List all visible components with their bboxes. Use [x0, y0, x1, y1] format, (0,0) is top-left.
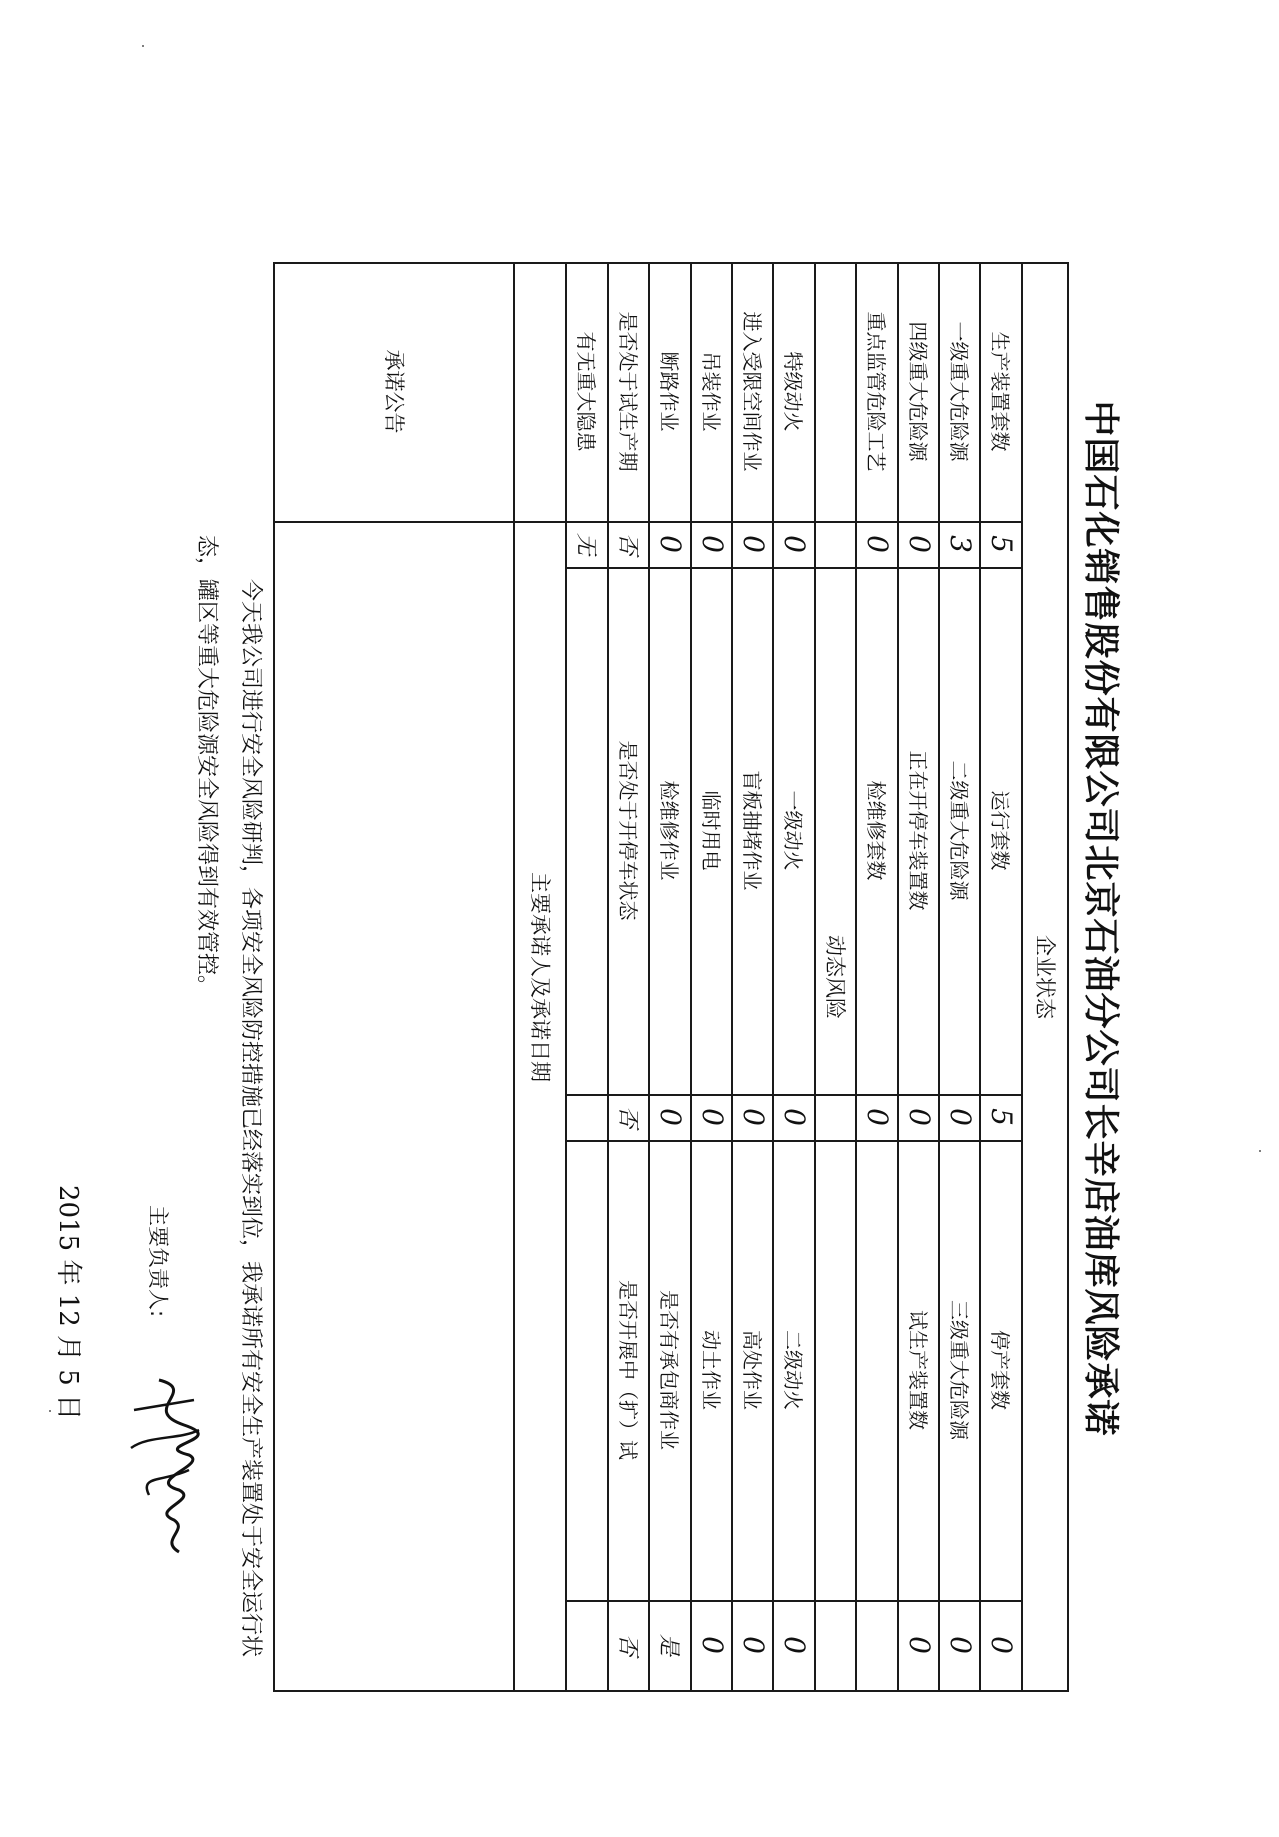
- label-level4-hazard: 四级重大危险源: [906, 321, 930, 462]
- empty-cell: [857, 1600, 899, 1690]
- value-level1-hotwork: 0: [778, 1108, 812, 1126]
- label-maintenance-units: 检维修套数: [864, 780, 889, 881]
- label-lifting: 吊装作业: [699, 351, 723, 432]
- value-level2-hotwork: 0: [778, 1636, 812, 1654]
- label-startstop-state: 是否处于开停车状态: [616, 740, 640, 921]
- value-level3-hazard: 0: [944, 1636, 977, 1654]
- label-major-hazard: 有无重大隐患: [574, 331, 599, 452]
- value-contractor-work: 是: [656, 1633, 682, 1656]
- value-lifting: 0: [696, 535, 729, 553]
- value-excavation: 0: [696, 1636, 729, 1654]
- dynamic-risk-header: 动态风险: [823, 935, 848, 1019]
- value-temp-power: 0: [696, 1108, 729, 1126]
- value-blind-plate: 0: [737, 1108, 770, 1126]
- empty-cell: [857, 1140, 899, 1600]
- empty-cell: [567, 1094, 609, 1140]
- value-production-units: 5: [985, 535, 1019, 553]
- label-maintenance-work: 检维修作业: [657, 780, 682, 881]
- label-stopped-units: 停产套数: [988, 1330, 1013, 1410]
- label-production-units: 生产装置套数: [988, 331, 1013, 452]
- value-level2-hazard: 0: [944, 1108, 977, 1126]
- signer-label: 主要负责人:: [146, 1205, 170, 1318]
- value-stopped-units: 0: [985, 1636, 1019, 1654]
- label-level2-hotwork: 二级动火: [781, 1330, 806, 1410]
- value-trial-units: 0: [903, 1636, 936, 1654]
- value-trial-period: 否: [615, 532, 640, 555]
- label-contractor-work: 是否有承包商作业: [657, 1290, 682, 1450]
- label-key-process: 重点监管危险工艺: [864, 311, 889, 472]
- document-title: 中国石化销售股份有限公司北京石油分公司长辛店油库风险承诺: [1080, 400, 1121, 1437]
- label-blind-plate: 盲板抽堵作业: [740, 770, 764, 891]
- commitment-announcement-label: 承诺公告: [382, 349, 406, 434]
- commitment-statement: 今天我公司进行安全风险研判，各项安全风险防控措施已经落实到位，我承诺所有安全生产装置处于安全运行状态，罐区等重大危险源安全风险得到有效管控。: [194, 535, 263, 1658]
- label-level1-hazard: 一级重大危险源: [947, 321, 971, 462]
- empty-cell: [567, 1600, 609, 1690]
- value-running-units: 5: [985, 1108, 1019, 1126]
- label-level2-hazard: 二级重大危险源: [947, 760, 971, 901]
- label-level1-hotwork: 一级动火: [781, 790, 806, 871]
- value-startstop-state: 否: [615, 1105, 640, 1128]
- label-temp-power: 临时用电: [699, 790, 723, 871]
- label-special-hotwork: 特级动火: [781, 351, 806, 432]
- value-major-hazard: 无: [573, 532, 599, 555]
- empty-cell: [567, 1140, 609, 1600]
- value-level1-hazard: 3: [944, 535, 977, 553]
- label-excavation: 动土作业: [699, 1330, 723, 1410]
- table-border-right: [273, 1690, 1069, 1692]
- label-road-break: 断路作业: [657, 351, 682, 432]
- label-trial-units: 试生产装置数: [906, 1310, 930, 1430]
- scan-speck: [142, 45, 144, 47]
- value-maintenance-units: 0: [861, 1108, 895, 1126]
- label-startstop-units: 正在开停车装置数: [906, 750, 930, 911]
- empty-cell: [567, 567, 609, 1094]
- value-confined-space: 0: [737, 535, 770, 553]
- value-maintenance-work: 0: [654, 1108, 688, 1126]
- value-startstop-units: 0: [903, 1108, 936, 1126]
- value-special-hotwork: 0: [778, 535, 812, 553]
- value-pilot-test: 否: [615, 1633, 640, 1656]
- enterprise-status-header: 企业状态: [1033, 935, 1057, 1019]
- scan-speck: [49, 1410, 51, 1412]
- commitment-date: 2015 年 12 月 5 日: [53, 1185, 83, 1421]
- value-key-process: 0: [861, 535, 895, 553]
- label-pilot-test: 是否开展中（扩）试: [616, 1280, 640, 1460]
- value-height-work: 0: [737, 1636, 770, 1654]
- label-trial-period: 是否处于试生产期: [616, 311, 640, 472]
- label-height-work: 高处作业: [740, 1330, 764, 1410]
- value-road-break: 0: [654, 535, 688, 553]
- commitment-header: 主要承诺人及承诺日期: [528, 872, 552, 1082]
- value-level4-hazard: 0: [903, 535, 936, 553]
- label-confined-space: 进入受限空间作业: [740, 311, 764, 472]
- handwritten-signature: [119, 1370, 219, 1560]
- label-running-units: 运行套数: [988, 790, 1013, 871]
- scan-speck: [1259, 1150, 1261, 1152]
- label-level3-hazard: 三级重大危险源: [947, 1300, 971, 1440]
